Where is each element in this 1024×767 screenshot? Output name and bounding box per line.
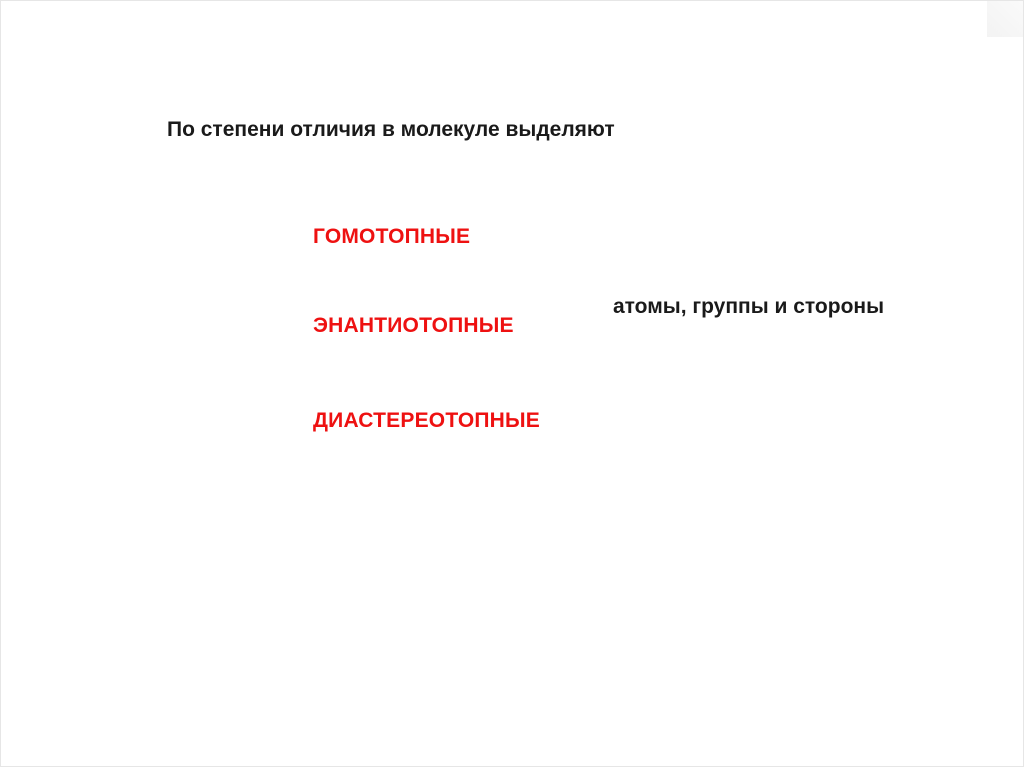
page-corner-fold [953, 1, 1023, 71]
term-enantiotopic: ЭНАНТИОТОПНЫЕ [313, 314, 514, 337]
side-note: атомы, группы и стороны [613, 295, 885, 318]
slide-heading: По степени отличия в молекуле выделяют [167, 118, 615, 141]
term-homotopic: ГОМОТОПНЫЕ [313, 225, 471, 248]
term-diastereotopic: ДИАСТЕРЕОТОПНЫЕ [313, 409, 540, 432]
